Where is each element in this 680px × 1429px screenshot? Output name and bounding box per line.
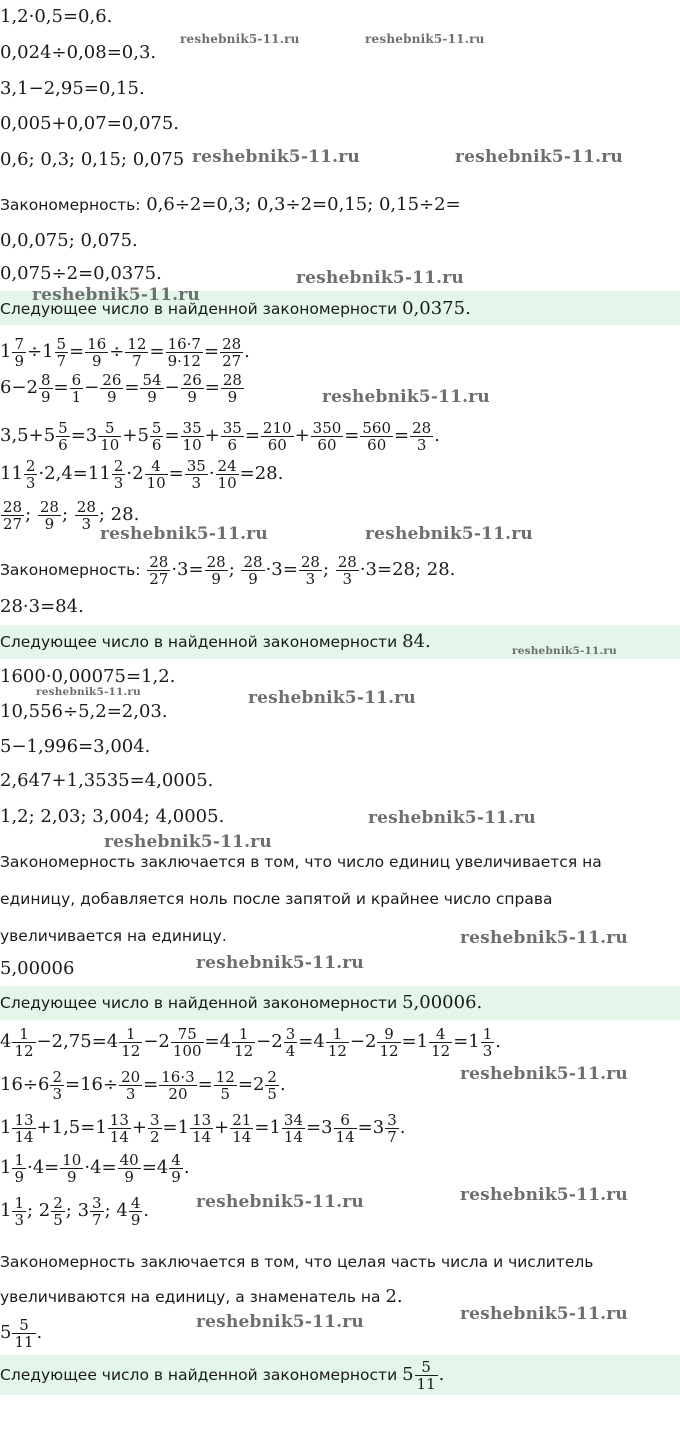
watermark: reshebnik5-11.ru [248,688,416,708]
equation-1-2: 0,024÷0,08=0,3. [0,42,157,63]
watermark: reshebnik5-11.ru [32,285,200,305]
pattern-text-3c: увеличивается на единицу. [0,927,227,945]
watermark: reshebnik5-11.ru [455,147,623,167]
watermark: reshebnik5-11.ru [322,387,490,407]
pattern-label: Закономерность: [0,196,141,214]
equation-4-4: 1 $\frac{1}{9}$ ·4= $\frac{10}{9}$ ·4= $\frac{40}{9}$ =4 $\frac{4}{9}$ . [0,1150,190,1186]
equation-2-4: 11 $\frac{2}{3}$ ·2,4=11 $\frac{2}{3}$ ·2 $\frac{4}{10}$ = $\frac{35}{3}$ · $\frac{24}{10}$ =28. [0,456,284,492]
equation-3-1: 1600·0,00075=1,2. [0,666,176,687]
equation-4-1: 4 $\frac{1}{12}$ −2,75=4 $\frac{1}{12}$ −2 $\frac{75}{100}$ =4 $\frac{1}{12}$ −2 $\frac{3}{4}$ =4 $\frac{1}{12}$ −2 $\frac{9}{12}$ =1 $\frac{4}{12}$ =1 $\frac{1}{3}$ . [0,1024,502,1060]
watermark: reshebnik5-11.ru [296,268,464,288]
sequence-3-next: 5,00006 [0,958,75,979]
watermark: reshebnik5-11.ru [460,1064,628,1084]
sequence-2: $\frac{28}{27}$ ; $\frac{28}{9}$ ; $\frac{28}{3}$ ; 28. [3,497,140,533]
equation-1-7: 0,0,075; 0,075. [0,230,138,251]
equation-4-2: 16÷6 $\frac{2}{3}$ =16÷ $\frac{20}{3}$ = $\frac{16\cdot 3}{20}$ = $\frac{12}{5}$ =2 $\frac{2}{5}$ . [0,1067,286,1103]
equation-2-2: 6−2 $\frac{8}{9}$ = $\frac{6}{1}$ − $\frac{26}{9}$ = $\frac{54}{9}$ − $\frac{26}{9}$ = $\frac{28}{9}$ [0,370,242,406]
pattern-line-2: Закономерность: $\frac{28}{27}$ ·3= $\frac{28}{9}$ ; $\frac{28}{9}$ ·3= $\frac{28}{3}$ ; $\frac{28}{3}$ ·3=28; 28. [0,552,456,588]
equation-2-1: 1 $\frac{7}{9}$ ÷1 $\frac{5}{7}$ = $\frac{16}{9}$ ÷ $\frac{12}{7}$ = $\frac{16\cdot 7}{9\cdot 12}$ = $\frac{28}{27}$ . [0,334,250,370]
answer-text: Следующее число в найденной закономерности [0,1366,403,1384]
watermark: reshebnik5-11.ru [512,645,617,657]
answer-band-3 [0,986,680,1020]
pattern-number: 2. [385,1286,403,1307]
watermark: reshebnik5-11.ru [36,686,141,698]
watermark: reshebnik5-11.ru [460,928,628,948]
watermark: reshebnik5-11.ru [192,147,360,167]
answer-text: Следующее число в найденной закономерности [0,994,403,1012]
equation-1-3: 3,1−2,95=0,15. [0,78,145,99]
sequence-4-next: 5 $\frac{5}{11}$ . [0,1315,43,1351]
answer-value: 5,00006. [402,992,483,1013]
watermark: reshebnik5-11.ru [460,1185,628,1205]
watermark: reshebnik5-11.ru [196,1312,364,1332]
equation-1-1: 1,2·0,5=0,6. [0,6,113,27]
answer-value: 0,0375. [402,298,471,319]
watermark: reshebnik5-11.ru [368,808,536,828]
answer-text: Следующее число в найденной закономерности [0,633,403,651]
equation-4-3: 1 $\frac{13}{14}$ +1,5=1 $\frac{13}{14}$ + $\frac{3}{2}$ =1 $\frac{13}{14}$ + $\frac{21}{14}$ =1 $\frac{34}{14}$ =3 $\frac{6}{14}$ =3 $\frac{3}{7}$ . [0,1110,406,1146]
answer-text: Следующее число в найденной закономерности [0,300,403,318]
watermark: reshebnik5-11.ru [100,524,268,544]
watermark: reshebnik5-11.ru [104,832,272,852]
watermark: reshebnik5-11.ru [365,32,485,46]
pattern-text-3b: единицу, добавляется ноль после запятой и крайнее число справа [0,890,553,908]
answer-value: 84. [402,631,431,652]
pattern-text-4a: Закономерность заключается в том, что целая часть числа и числитель [0,1253,594,1271]
watermark: reshebnik5-11.ru [460,1304,628,1324]
watermark: reshebnik5-11.ru [365,524,533,544]
equation-2-7: 28·3=84. [0,596,84,617]
pattern-text-3a: Закономерность заключается в том, что число единиц увеличивается на [0,853,602,871]
watermark: reshebnik5-11.ru [196,953,364,973]
answer-value: 5 $\frac{5}{11}$ . [402,1357,445,1393]
pattern-text-4b [0,1286,403,1308]
equation-1-4: 0,005+0,07=0,075. [0,113,180,134]
pattern-math: 0,6÷2=0,3; 0,3÷2=0,15; 0,15÷2= [140,194,461,215]
equation-3-2: 10,556÷5,2=2,03. [0,701,168,722]
pattern-line-1 [0,194,461,216]
equation-3-3: 5−1,996=3,004. [0,736,151,757]
equation-1-8: 0,075÷2=0,0375. [0,263,162,284]
pattern-label: Закономерность: [0,561,141,579]
sequence-3: 1,2; 2,03; 3,004; 4,0005. [0,806,225,827]
watermark: reshebnik5-11.ru [196,1192,364,1212]
sequence-4: 1 $\frac{1}{3}$ ; 2 $\frac{2}{5}$ ; 3 $\frac{3}{7}$ ; 4 $\frac{4}{9}$ . [0,1193,150,1229]
equation-2-3: 3,5+5 $\frac{5}{6}$ =3 $\frac{5}{10}$ +5 $\frac{5}{6}$ = $\frac{35}{10}$ + $\frac{35}{6}$ = $\frac{210}{60}$ + $\frac{350}{60}$ = $\frac{560}{60}$ = $\frac{28}{3}$ . [0,418,440,454]
sequence-1: 0,6; 0,3; 0,15; 0,075 [0,149,185,170]
equation-3-4: 2,647+1,3535=4,0005. [0,770,214,791]
watermark: reshebnik5-11.ru [180,32,300,46]
answer-band-4 [0,1355,680,1395]
pattern-text: увеличиваются на единицу, а знаменатель на [0,1288,386,1306]
